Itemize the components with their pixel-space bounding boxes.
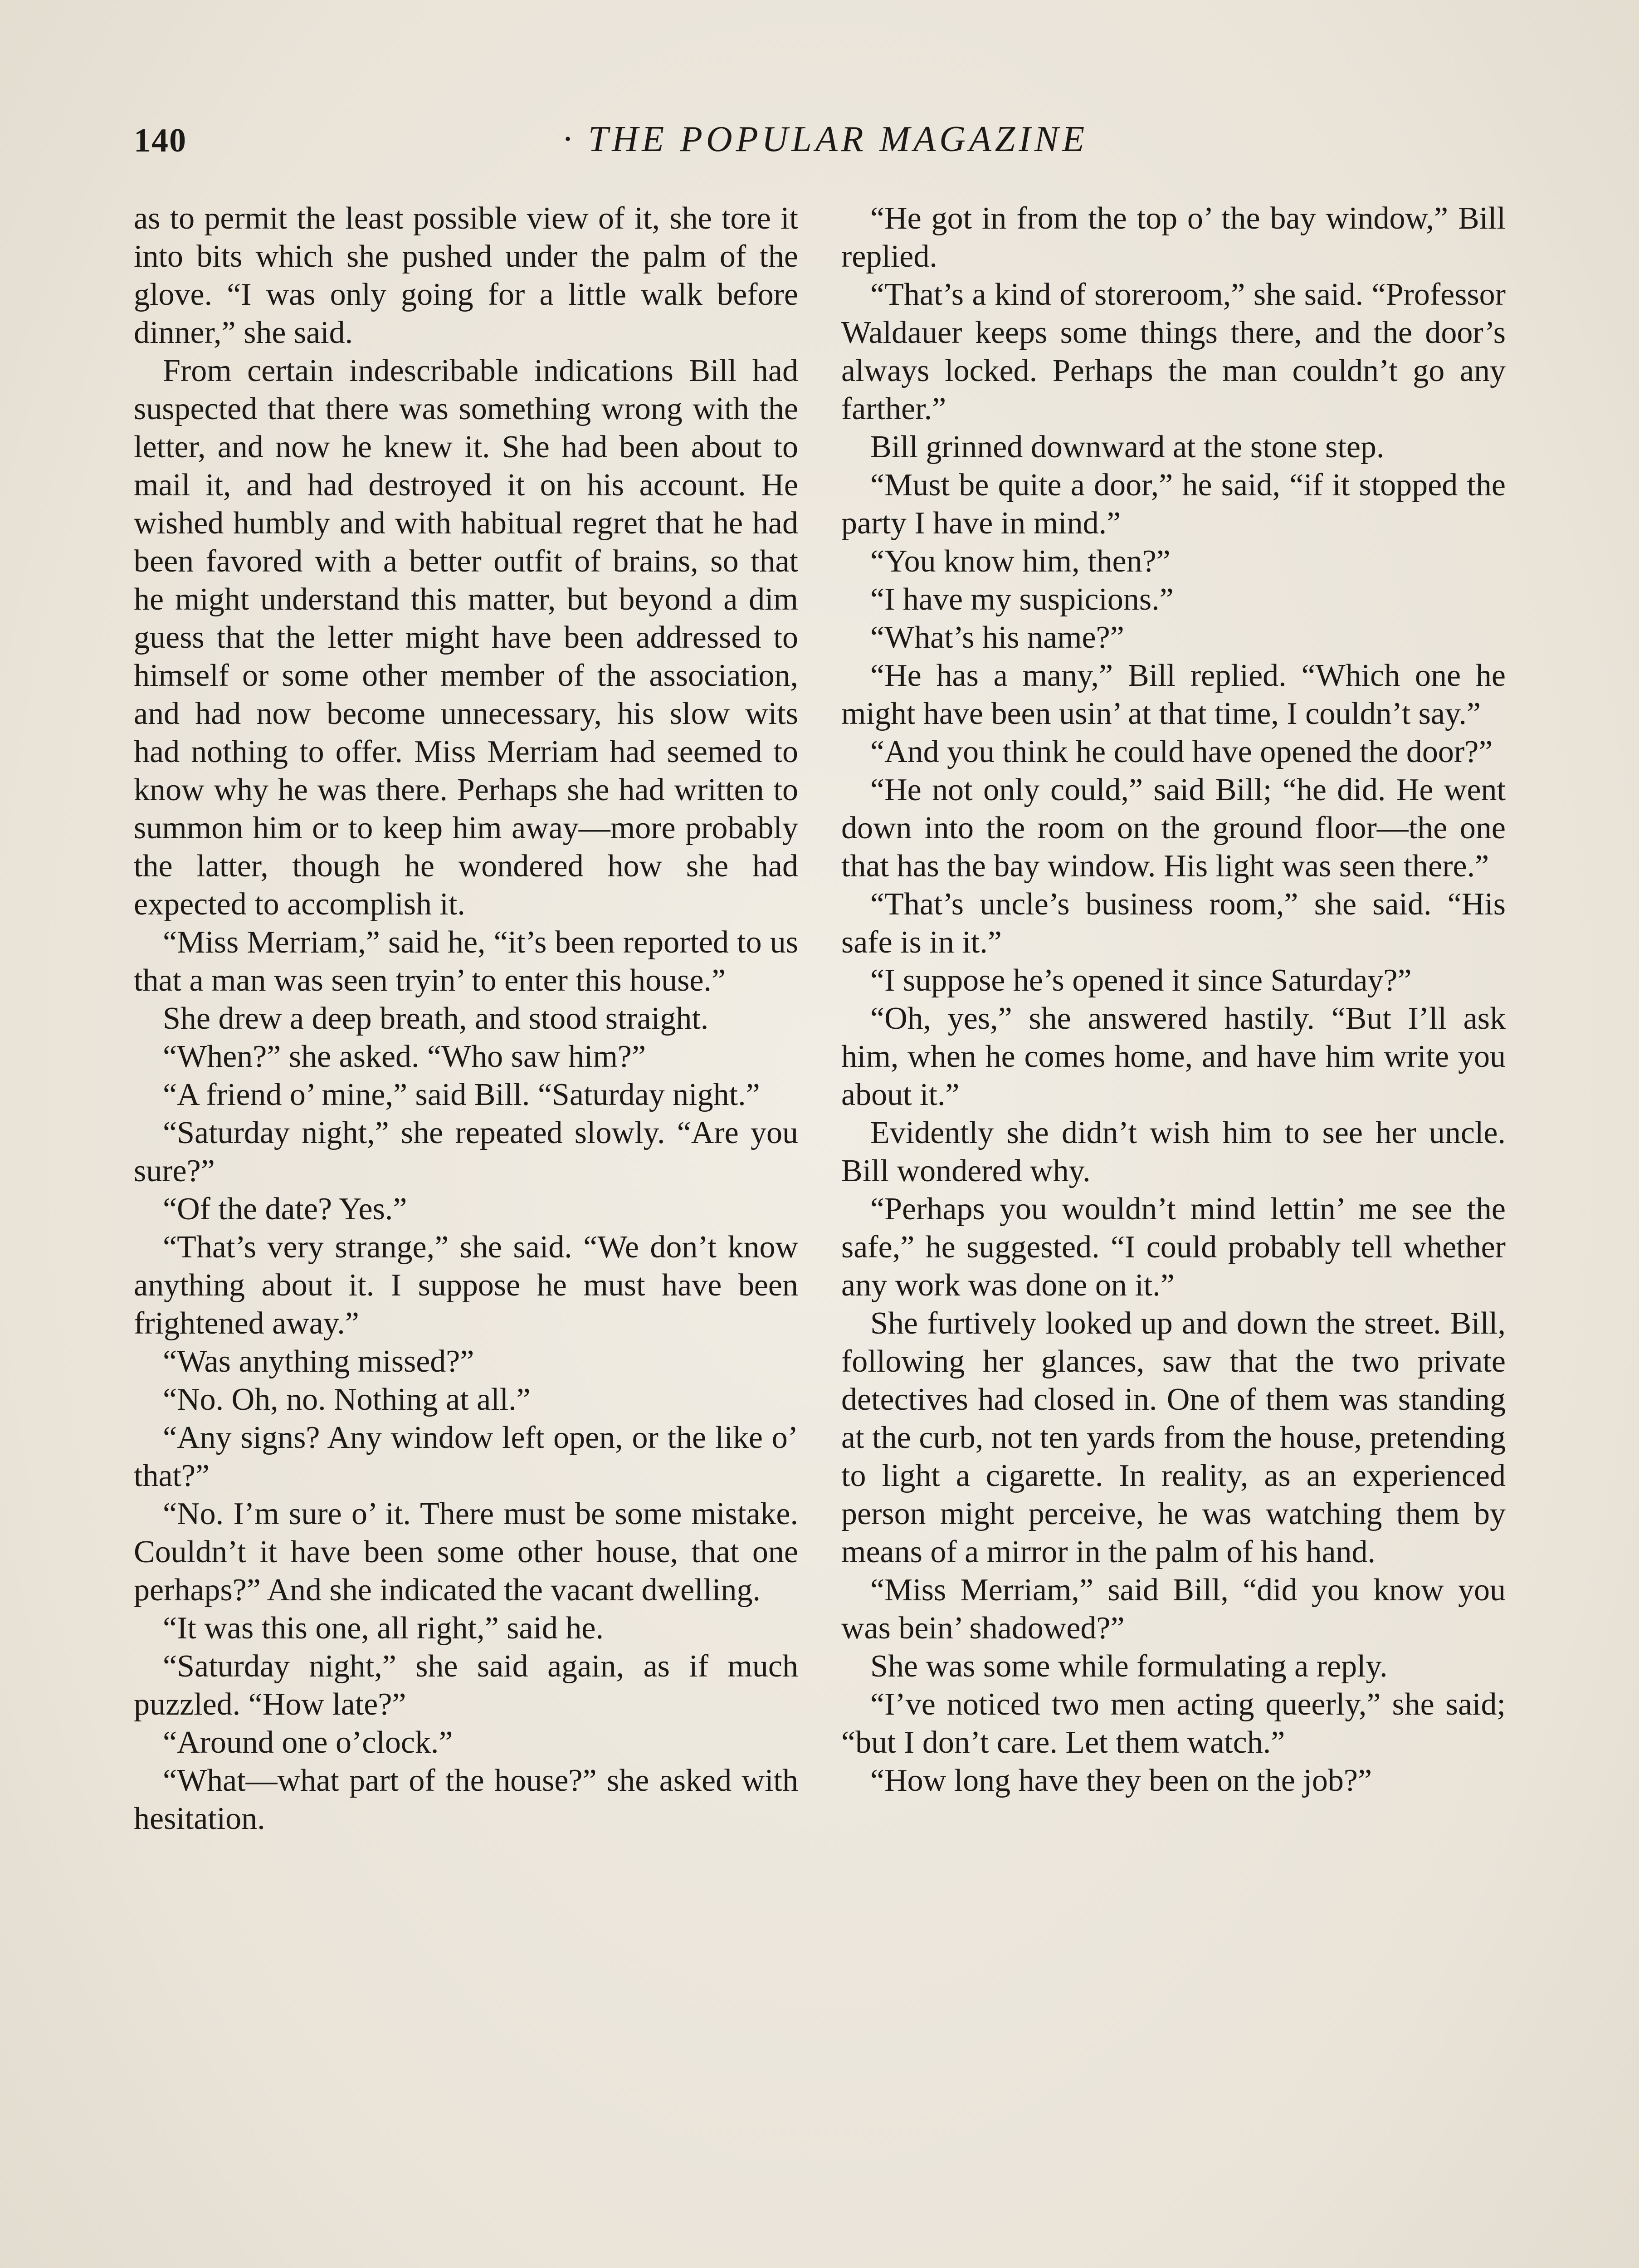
paragraph: Evidently she didn’t wish him to see her uncle. Bill wondered why.: [841, 1115, 1506, 1188]
paragraph: She was some while formulating a reply.: [870, 1649, 1388, 1684]
paragraph: She furtively looked up and down the street. Bill, following her glances, saw that the two private detectives had closed in. One of them was standing at the curb, not ten yards from the house, pretending to light a cigarette. In reality, as an experienced person might perceive, he was watching them by means of a mirror in the palm of his hand.: [841, 1306, 1506, 1569]
page-number: 140: [134, 122, 187, 159]
paragraph: “Saturday night,” she said again, as if much puzzled. “How late?”: [134, 1649, 798, 1722]
paragraph: “No. I’m sure o’ it. There must be some mistake. Couldn’t it have been some other house, that one perhaps?” And she indicated the vacant dwelling.: [134, 1496, 798, 1608]
paragraph: “He not only could,” said Bill; “he did. He went down into the room on the ground floor—the one that has the bay window. His light was seen there.”: [841, 772, 1506, 884]
paragraph: “Miss Merriam,” said Bill, “did you know you was bein’ shadowed?”: [841, 1573, 1506, 1646]
paragraph: “Oh, yes,” she answered hastily. “But I’ll ask him, when he comes home, and have him write you about it.”: [841, 1001, 1506, 1112]
paragraph: “When?” she asked. “Who saw him?”: [163, 1039, 646, 1074]
paragraph: “I have my suspicions.”: [870, 582, 1174, 617]
paragraph: “Must be quite a door,” he said, “if it stopped the party I have in mind.”: [841, 468, 1506, 541]
paragraph: “Of the date? Yes.”: [163, 1192, 407, 1227]
paragraph: “That’s a kind of storeroom,” she said. “Professor Waldauer keeps some things there, and the door’s always locked. Perhaps the man couldn’t go any farther.”: [841, 277, 1506, 426]
paragraph: “You know him, then?”: [870, 544, 1171, 579]
paragraph: From certain indescribable indications Bill had suspected that there was something wrong with the letter, and now he knew it. She had been about to mail it, and had destroyed it on his account. He wished humbly and with habitual regret that he had been favored with a better outfit of brains, so that he might understand this matter, but beyond a dim guess that the letter might have been addressed to himself or some other member of the association, and had now become unnecessary, his slow wits had nothing to offer. Miss Merriam had seemed to know why he was there. Perhaps she had written to summon him or to keep him away—more probably the latter, though he wondered how she had expected to accomplish it.: [134, 353, 798, 922]
right-column: [841, 200, 1506, 1800]
paragraph: “What’s his name?”: [870, 620, 1124, 655]
paragraph: “Perhaps you wouldn’t mind lettin’ me see the safe,” he suggested. “I could probably tell whether any work was done on it.”: [841, 1192, 1506, 1303]
page-header: [0, 119, 1639, 169]
paragraph: “That’s very strange,” she said. “We don’t know anything about it. I suppose he must have been frightened away.”: [134, 1230, 798, 1341]
running-head: · THE POPULAR MAGAZINE: [562, 119, 1088, 159]
paragraph: She drew a deep breath, and stood straight.: [163, 1001, 709, 1036]
paragraph: “Any signs? Any window left open, or the like o’ that?”: [134, 1420, 798, 1493]
paragraph: “I suppose he’s opened it since Saturday?”: [870, 963, 1412, 998]
paragraph: “I’ve noticed two men acting queerly,” she said; “but I don’t care. Let them watch.”: [841, 1687, 1506, 1760]
paragraph: “Miss Merriam,” said he, “it’s been reported to us that a man was seen tryin’ to enter this house.”: [134, 925, 798, 998]
paragraph: “He got in from the top o’ the bay window,” Bill replied.: [841, 201, 1506, 274]
paragraph: “Saturday night,” she repeated slowly. “Are you sure?”: [134, 1115, 798, 1188]
paragraph: “How long have they been on the job?”: [870, 1763, 1372, 1798]
paragraph: “He has a many,” Bill replied. “Which one he might have been usin’ at that time, I couldn’t say.”: [841, 658, 1506, 731]
paragraph: “And you think he could have opened the door?”: [870, 734, 1493, 769]
paragraph: “Was anything missed?”: [163, 1344, 474, 1379]
paragraph: “A friend o’ mine,” said Bill. “Saturday night.”: [163, 1077, 760, 1112]
paragraph: “Around one o’clock.”: [163, 1725, 453, 1760]
paragraph: “What—what part of the house?” she asked with hesitation.: [134, 1763, 798, 1836]
paragraph: “No. Oh, no. Nothing at all.”: [163, 1382, 531, 1417]
paragraph: Bill grinned downward at the stone step.: [870, 430, 1385, 464]
paragraph: “It was this one, all right,” said he.: [163, 1611, 604, 1646]
paragraph: as to permit the least possible view of it, she tore it into bits which she pushed under the palm of the glove. “I was only going for a little walk before dinner,” she said.: [134, 201, 798, 350]
left-column: [134, 200, 798, 1838]
paragraph: “That’s uncle’s business room,” she said. “His safe is in it.”: [841, 887, 1506, 960]
